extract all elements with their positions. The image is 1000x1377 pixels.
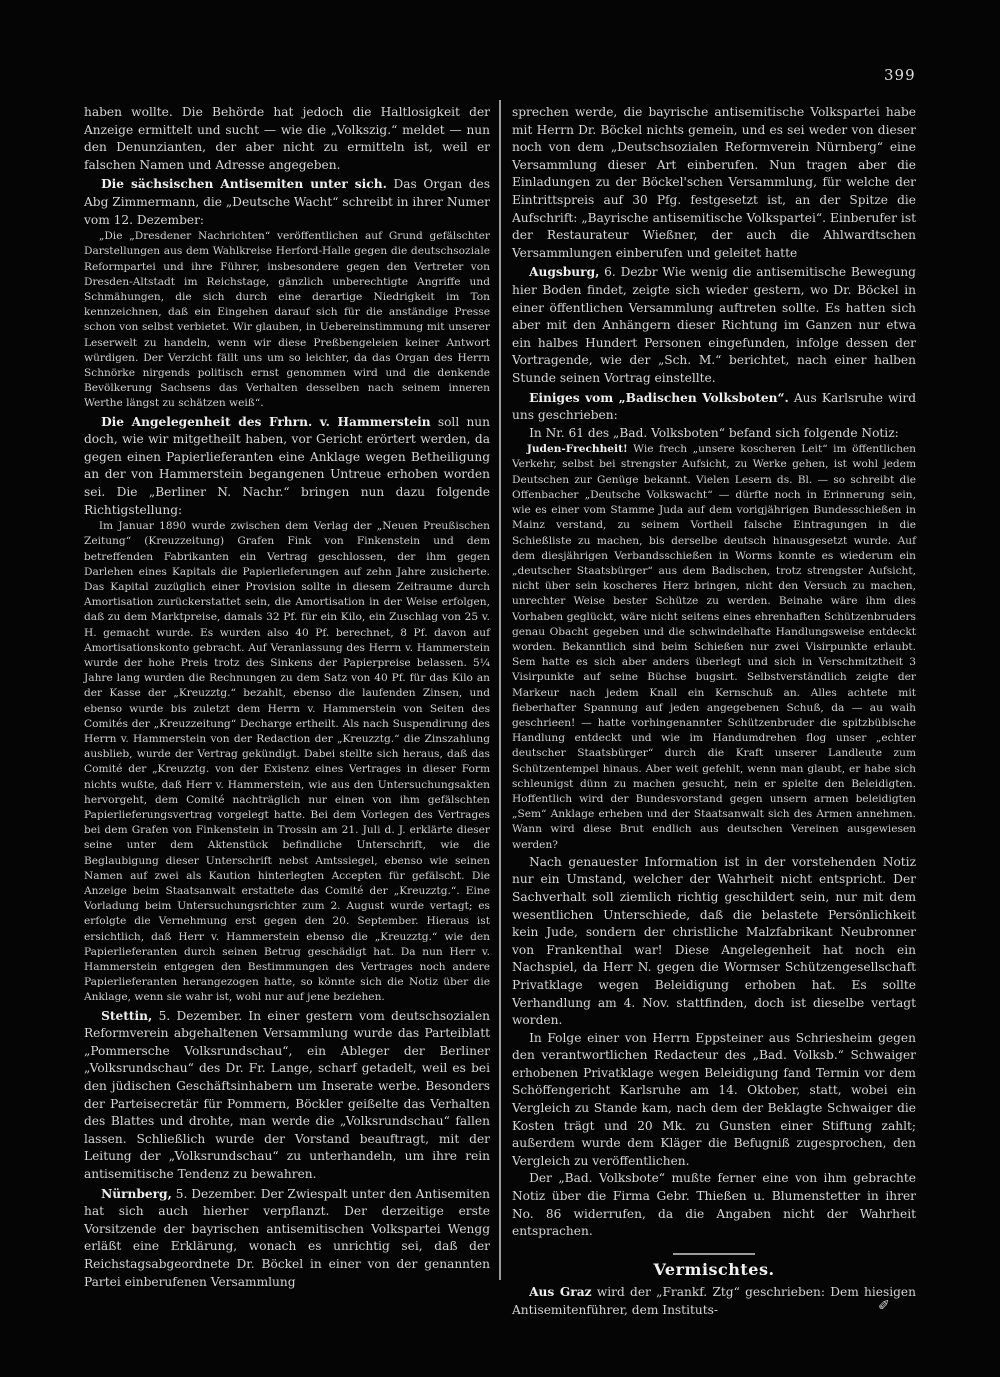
article-paragraph: Der „Bad. Volksbote“ mußte ferner eine von ihm gebrachte Notiz über die Firma Gebr. Thießen u. Blumenstetter in ihrer No. 86 widerrufen, da die Angaben nicht der Wahrheit entsprachen. bbox=[512, 1171, 916, 1239]
article-graz bbox=[512, 1284, 916, 1319]
article-stettin bbox=[84, 1008, 490, 1184]
printer-mark: ✐ bbox=[878, 1298, 890, 1314]
article-hammerstein bbox=[84, 414, 490, 520]
article-volksbote bbox=[512, 390, 916, 425]
article-heading: Die sächsischen Antisemiten unter sich. bbox=[101, 177, 387, 192]
intro-paragraph: haben wollte. Die Behörde hat jedoch die Haltlosigkeit der Anzeige ermittelt und sucht — wie die „Volkszig.“ meldet — nun den Denunzianten, der aber nicht zu ermitteln ist, weil er falschen Namen und Adresse angegeben. bbox=[84, 105, 490, 172]
quote-block bbox=[512, 442, 916, 852]
page-number: 399 bbox=[884, 66, 916, 84]
article-augsburg bbox=[512, 264, 916, 387]
article-paragraph: In Nr. 61 des „Bad. Volksboten“ befand sich folgende Notiz: bbox=[529, 425, 899, 440]
article-heading: Die Angelegenheit des Frhrn. v. Hammerstein bbox=[101, 414, 431, 429]
quote-block: „Die „Dresdener Nachrichten“ veröffentlichen auf Grund gefälschter Darstellungen aus dem Wahlkreise Herford-Halle gegen die deutschsoziale Reformpartei und ihre Führer, insbesondere gegen den Vertreter von Dresden-Altstadt im Reichstage, gänzlich unberechtigte Angriffe und Schmähungen, die sich durch eine derartige Niedrigkeit im Ton kennzeichnen, daß ein Eingehen darauf sich für die anständige Presse schon von selbst verbietet. Wir glauben, in Uebereinstimmung mit unserer Leserwelt zu handeln, wenn wir diese Preßbengeleien keiner Antwort würdigen. Der Verzicht fällt uns um so leichter, da das Organ des Herrn Schnörke nirgends politisch ernst genommen wird und die denkende Bevölkerung Sachsens das Verhalten desselben nach seinem inneren Werthe längst zu schätzen weiß“. bbox=[84, 230, 490, 410]
article-body: Aus Karlsruhe wird uns geschrieben: bbox=[512, 390, 916, 423]
article-saxon-antisemites bbox=[84, 176, 490, 229]
dateline-place: Aus Graz bbox=[529, 1285, 592, 1300]
article-body: Das Organ des Abg Zimmermann, die „Deutsche Wacht“ schreibt in ihrer Numer vom 12. Dezember: bbox=[84, 177, 491, 227]
quote-heading: Juden-Frechheit! bbox=[526, 443, 628, 456]
article-body: wird der „Frankf. Ztg“ geschrieben: Dem hiesigen Antisemitenführer, dem Instituts- bbox=[512, 1285, 916, 1318]
article-body: soll nun doch, wie wir mitgetheilt haben, vor Gericht erörtert werden, da gegen einen Papierlieferanten eine Anklage wegen Betheiligung an der von Hammerstein begangenen Untreue erhoben worden sei. Die „Berliner N. Nachr.“ bringen nun dazu folgende Richtigstellung: bbox=[84, 414, 491, 517]
section-title: Vermischtes. bbox=[653, 1259, 775, 1279]
dateline-place: Augsburg, bbox=[529, 265, 600, 280]
dateline-place: Nürnberg, bbox=[101, 1186, 172, 1201]
column-rule bbox=[499, 100, 501, 1280]
right-column bbox=[512, 104, 916, 1320]
quote-block: Im Januar 1890 wurde zwischen dem Verlag der „Neuen Preußischen Zeitung“ (Kreuzzeitung) Grafen Fink von Finkenstein und dem betreffenden Fabrikanten ein Vertrag geschlossen, der ihm gegen Darlehen eines Kapitals die Papierlieferungen auf zehn Jahre zusicherte. Das Kapital zuzüglich einer Provision sollte in diesem Zeitraume durch Amortisation zurückerstattet sein, die Amortisation in der Weise erfolgen, daß zu dem Marktpreise, damals 32 Pf. für ein Kilo, ein Zuschlag von 25 v. H. gemacht wurde. Es wurden also 40 Pf. berechnet, 8 Pf. davon auf Amortisationskonto gebracht. Auf Veranlassung des Herrn v. Hammerstein wurde der hohe Preis trotz des Sinkens der Papierpreise belassen. 5¼ Jahre lang wurden die Rechnungen zu dem Satz von 40 Pf. für das Kilo an der Kasse der „Kreuzztg.“ bezahlt, ebenso die laufenden Zinsen, und ebenso wurde bis zuletzt dem Herrn v. Hammerstein von Seiten des Comités der „Kreuzzeitung“ Decharge ertheilt. Als nach Suspendirung des Herrn v. Hammerstein von der Redaction der „Kreuzztg.“ die Zinszahlung ausblieb, wurde der Vertrag gekündigt. Dabei stellte sich heraus, daß das Comité der „Kreuzztg. von der Existenz eines Vertrages in dieser Form nichts wußte, daß Herr v. Hammerstein, wie aus den Untersuchungsakten hervorgeht, dem Comité nachträglich nur einen von ihm gefälschten Papierlieferungsvertrag vorgelegt hatte. Bei dem Vorlegen des Vertrages bei dem Grafen von Finkenstein in Trossin am 21. Juli d. J. erklärte dieser seine unter dem Aktenstück befindliche Unterschrift, wie die Beglaubigung dieser Unterschrift nebst Amtssiegel, ebenso wie seinen Namen auf zwei als Kaution hinterlegten Accepten für gefälscht. Die Anzeige beim Staatsanwalt erstattete das Comité der „Kreuzztg.“. Eine Vorladung beim Untersuchungsrichter zum 2. August wurde vertagt; es erfolgte die Vernehmung erst gegen den 20. September. Hieraus ist ersichtlich, daß Herr v. Hammerstein ebenso die „Kreuzztg.“ wie den Papierlieferanten durch seinen Betrug geschädigt hat. Da nun Herr v. Hammerstein entgegen den Bestimmungen des Vertrages noch andere Papierlieferanten herangezogen hatte, so könnte sich die Notiz über die Anklage, wenn sie wahr ist, wohl nur auf jene beziehen. bbox=[84, 520, 490, 1004]
dateline-date: 5. Dezember. bbox=[158, 1008, 243, 1023]
dateline-date: 5. Dezember. bbox=[175, 1186, 257, 1201]
article-paragraph: Nach genauester Information ist in der vorstehenden Notiz nur ein Umstand, welcher der Wahrheit nicht entspricht. Der Sachverhalt soll ziemlich richtig geschildert sein, nur mit dem wesentlichen Unterschiede, daß die belastete Persönlichkeit kein Jude, sondern der christliche Malzfabrikant Neubronner von Frankenthal war! Diese Angelegenheit hat noch ein Nachspiel, da Herr N. gegen die Wormser Schützengesellschaft Privatklage wegen Beleidigung erhoben hat. Es sollte Verhandlung am 4. Nov. stattfinden, doch ist dieselbe vertagt worden. bbox=[512, 854, 916, 1028]
dateline-date: 6. Dezbr bbox=[604, 265, 658, 280]
article-body: Wie wenig die antisemitische Bewegung hier Boden findet, zeigte sich wieder gestern, wo Dr. Böckel in einer öffentlichen Versammlung auftreten sollte. Es hatten sich aber mit den Anhängern dieser Richtung im Ganzen nur etwa ein halbes Hundert Personen eingefunden, infolge dessen der Vortragende, wie der „Sch. M.“ berichtet, nach einer halben Stunde seinen Vortrag einstellte. bbox=[512, 265, 916, 385]
article-body: In einer gestern vom deutschsozialen Reformverein abgehaltenen Versammlung wurde das Parteiblatt „Pommersche Volksrundschau“, ein Ableger der Berliner „Volksrundschau“ des Dr. Fr. Lange, scharf getadelt, weil es bei den jüdischen Geschäftsinhabern um Inserate werbe. Besonders der Parteisecretär für Pommern, Böckler geißelte das Verhalten des Blattes und drohte, man werde die „Volksrundschau“ fallen lassen. Schließlich wurde der Vorstand beauftragt, mit der Leitung der „Volksrundschau“ zu unterhandeln, um ihre rein antisemitische Tendenz zu bewahren. bbox=[84, 1008, 491, 1181]
article-nuernberg bbox=[84, 1186, 490, 1292]
article-body: Der Zwiespalt unter den Antisemiten hat sich auch hierher verpflanzt. Der derzeitige erste Vorsitzende der bayrischen antisemitischen Volkspartei Wengg erläßt eine Erklärung, wonach es unrichtig sei, daß der Reichstagsabgeordnete Dr. Böckel in einer von der genannten Partei einberufenen Versammlung bbox=[84, 1186, 491, 1289]
dateline-place: Stettin, bbox=[101, 1008, 153, 1023]
section-divider bbox=[673, 1253, 755, 1255]
continued-paragraph: sprechen werde, die bayrische antisemitische Volkspartei habe mit Herrn Dr. Böckel nichts gemein, und es sei weder von dieser noch von dem „Deutschsozialen Reformverein Nürnberg“ eine Versammlung dieser Art einberufen. Nun tragen aber die Einladungen zu der Böckel'schen Versammlung, für welche der Eintrittspreis auf 30 Pfg. festgesetzt ist, an der Spitze die Aufschrift: „Bayrische antisemitische Volkspartei“. Einberufer ist der Restaurateur Wießner, der auch die Ahlwardtschen Versammlungen einberufen und geleitet hatte bbox=[512, 105, 916, 260]
article-heading: Einiges vom „Badischen Volksboten“. bbox=[529, 390, 789, 405]
article-paragraph: In Folge einer von Herrn Eppsteiner aus Schriesheim gegen den verantwortlichen Redacteur des „Bad. Volksb.“ Schwaiger erhobenen Privatklage wegen Beleidigung fand Termin vor dem Schöffengericht Karlsruhe am 14. Oktober, statt, wobei ein Vergleich zu Stande kam, nach dem der Beklagte Schwaiger die Kosten trägt und 20 Mk. zu Gunsten einer Stiftung zahlt; außerdem wurde dem Kläger die Befugniß zugesprochen, den Vergleich zu veröffentlichen. bbox=[512, 1030, 916, 1168]
left-column bbox=[84, 104, 490, 1291]
quote-text: Wie frech „unsere koscheren Leit“ im öffentlichen Verkehr, selbst bei strengster Aufsicht, zu Werke gehen, ist wohl jedem Deutschen zur Genüge bekannt. Vielen Lesern ds. Bl. — so schreibt die Offenbacher „Deutsche Volkswacht“ — dürfte noch in Erinnerung sein, wie es einer vom Stamme Juda auf dem vorigjährigen Bundesschießen in Mainz verstand, zu seinem Vortheil falsche Eintragungen in die Schießliste zu machen, bis derselbe deutsch hinausgesetzt wurde. Auf dem diesjährigen Verbandsschießen in Worms konnte es wiederum ein „deutscher Staatsbürger“ aus dem Badischen, trotz strengster Aufsicht, nicht über sein koscheres Herz bringen, nicht den Versuch zu machen, unrechter Weise bester Schütze zu werden. Beinahe wäre ihm dies Vorhaben geglückt, wäre nicht seitens eines ehrenhaften Schützenbruders genau Obacht gegeben und die schwindelhafte Handlungsweise entdeckt worden. Bekanntlich sind beim Schießen nur zwei Visirpunkte erlaubt. Sem hatte es sich aber anders überlegt und sich in Verschmitztheit 3 Visirpunkte auf seine Büchse bugsirt. Selbstverständlich zeigte der Markeur nach jedem Knall ein Kernschuß an. Alles achtete mit fieberhafter Spannung auf jeden angegebenen Schuß, da — au waih geschrieen! — hatte vorhingenannter Schützenbruder die spitzbübische Handlung entdeckt und wie im Handumdrehen flog unser „echter deutscher Staatsbürger“ durch die Kraft unserer Landleute zum Schützentempel hinaus. Aber weit gefehlt, wenn man glaubt, er habe sich schleunigst dünn zu machen gesucht, nein er spielte den Beleidigten. Hoffentlich wird der Bundesvorstand gegen unsern armen beleidigten „Sem“ Anklage erheben und der Staatsanwalt sich des Armen annehmen. Wann wird diese Brut endlich aus deutschen Vereinen ausgewiesen werden? bbox=[512, 443, 917, 851]
